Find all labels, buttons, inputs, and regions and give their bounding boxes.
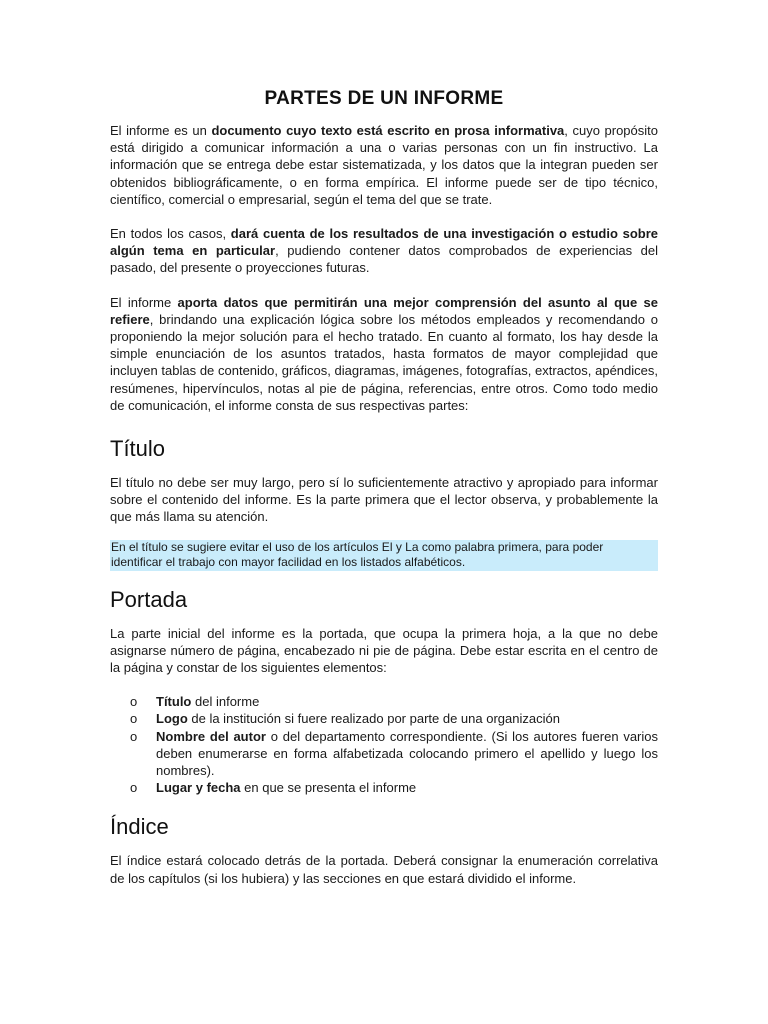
bullet-icon: o: [130, 694, 138, 710]
document-title: PARTES DE UN INFORME: [264, 88, 504, 109]
section-heading-portada: Portada: [110, 586, 188, 612]
bold-run: Logo: [156, 711, 188, 727]
bullet-icon: o: [130, 728, 138, 744]
bold-run: documento cuyo texto está escrito en prosa informativa: [211, 123, 565, 138]
highlighted-note: En el título se sugiere evitar el uso de los artículos El y La como palabra primera, para poder identificar el trabajo con mayor facilidad en los listados alfabéticos.: [110, 540, 658, 571]
intro-paragraph-1: [110, 122, 658, 208]
bold-run: Título: [156, 694, 192, 710]
text-run: El informe es un: [110, 123, 212, 138]
list-item: [130, 693, 658, 710]
bold-run: aporta datos que permitirán una mejor comprensión del asunto al que se refiere: [110, 294, 658, 327]
text-run: El informe: [110, 294, 178, 310]
text-run: , cuyo propósito está dirigido a comunicar información a una o varias personas con un fin instructivo. La información que se entrega debe estar sistematizada, y los datos que la integran pueden ser obtenidos bibliográficamente, o en forma empírica. El informe puede ser de tipo técnico, científico, comercial o empresarial, según el tema del que se trate.: [110, 123, 659, 207]
intro-paragraph-2: [110, 225, 658, 277]
bold-run: dará cuenta de los resultados de una investigación o estudio sobre algún tema en particular: [110, 226, 659, 259]
text-run: en que se presenta el informe: [240, 780, 417, 796]
list-item: [130, 710, 658, 727]
text-run: del informe: [191, 694, 260, 710]
text-run: , brindando una explicación lógica sobre los métodos empleados y recomendando o proponiendo la mejor solución para el hecho tratado. En cuanto al formato, los hay desde la simple enunciación de los asuntos tratados, hasta formatos de mayor complejidad que incluyen tablas de contenido, gráficos, diagramas, imágenes, fotografías, extractos, apéndices, resúmenes, hipervínculos, notas al pie de página, referencias, entre otros. Como todo medio de comunicación, el informe consta de sus respectivas partes:: [110, 311, 658, 413]
bullet-icon: o: [130, 780, 138, 796]
bullet-icon: o: [130, 711, 138, 727]
section-heading-indice: Índice: [110, 814, 169, 840]
text-run: o del departamento correspondiente. (Si los autores fueren varios deben enumerarse en forma alfabetizada colocando primero el apellido y luego los nombres).: [156, 728, 659, 779]
titulo-paragraph: El título no debe ser muy largo, pero sí lo suficientemente atractivo y apropiado para informar sobre el contenido del informe. Es la parte primera que el lector observa, y probablemente la que más llama su atención.: [110, 475, 658, 525]
bold-run: Nombre del autor: [156, 728, 266, 744]
bold-run: Lugar y fecha: [156, 780, 241, 796]
list-item: [130, 779, 658, 796]
text-run: En todos los casos,: [110, 226, 231, 242]
list-item: [130, 728, 658, 780]
portada-elements-list: [110, 693, 658, 796]
indice-paragraph: El índice estará colocado detrás de la portada. Deberá consignar la enumeración correlativa de los capítulos (si los hubiera) y las secciones en que estará dividido el informe.: [110, 853, 658, 886]
intro-paragraph-3: [110, 294, 658, 414]
portada-paragraph: La parte inicial del informe es la portada, que ocupa la primera hoja, a la que no debe asignarse número de página, encabezado ni pie de página. Debe estar escrita en el centro de la página y constar de los siguientes elementos:: [110, 625, 658, 676]
section-heading-titulo: Título: [110, 436, 166, 462]
text-run: , pudiendo contener datos comprobados de experiencias del pasado, del presente o proyecciones futuras.: [110, 243, 658, 276]
text-run: de la institución si fuere realizado por parte de una organización: [187, 711, 560, 727]
